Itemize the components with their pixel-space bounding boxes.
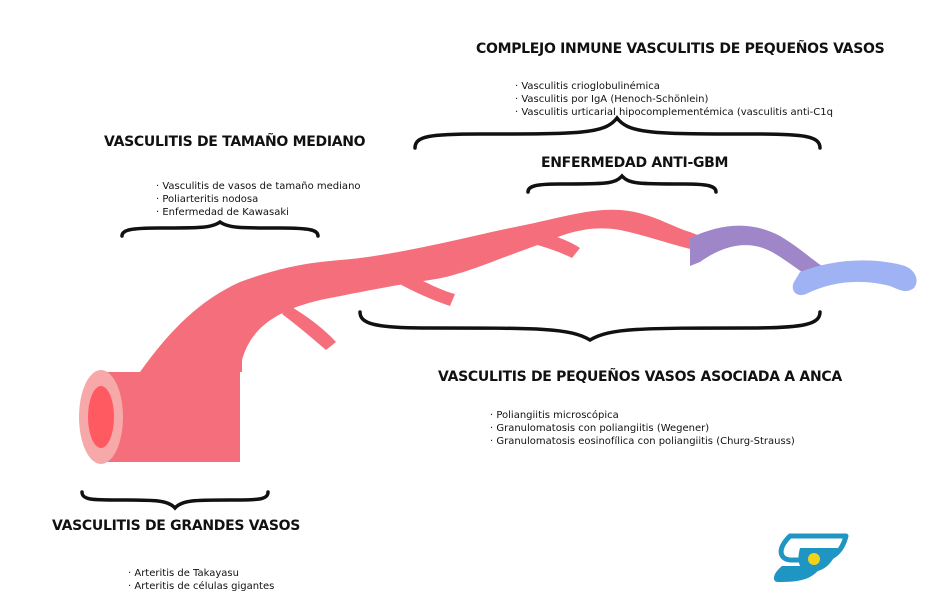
complejo-inmune-list: [515, 80, 833, 119]
brace-anca: [360, 312, 820, 340]
brace-anti-gbm: [528, 176, 716, 192]
list-item: · Enfermedad de Kawasaki: [156, 206, 361, 219]
tamano-mediano-title: VASCULITIS DE TAMAÑO MEDIANO: [104, 134, 366, 150]
list-item: · Vasculitis por IgA (Henoch-Schönlein): [515, 93, 833, 106]
list-item: · Arteritis de células gigantes: [128, 580, 274, 593]
list-item: · Vasculitis urticarial hipocomplementémica (vasculitis anti-C1q: [515, 106, 833, 119]
grandes-vasos-list: [128, 567, 274, 593]
brace-grandes-vasos: [82, 492, 268, 508]
list-item: · Poliangiitis microscópica: [490, 409, 795, 422]
grandes-vasos-title: VASCULITIS DE GRANDES VASOS: [52, 518, 301, 534]
list-item: · Granulomatosis eosinofílica con poliangiitis (Churg-Strauss): [490, 435, 795, 448]
brace-complejo-inmune: [415, 118, 820, 148]
list-item: · Vasculitis de vasos de tamaño mediano: [156, 180, 361, 193]
list-item: · Arteritis de Takayasu: [128, 567, 274, 580]
list-item: · Vasculitis crioglobulinémica: [515, 80, 833, 93]
complejo-inmune-title: COMPLEJO INMUNE VASCULITIS DE PEQUEÑOS VASOS: [476, 41, 885, 57]
tamano-mediano-list: [156, 180, 361, 219]
anti-gbm-title: ENFERMEDAD ANTI-GBM: [541, 155, 729, 171]
anca-title: VASCULITIS DE PEQUEÑOS VASOS ASOCIADA A ANCA: [438, 369, 842, 385]
anca-list: [490, 409, 795, 448]
brand-logo-icon: [774, 536, 846, 582]
brace-tamano-mediano: [122, 222, 318, 236]
list-item: · Granulomatosis con poliangiitis (Wegener): [490, 422, 795, 435]
list-item: · Poliarteritis nodosa: [156, 193, 361, 206]
